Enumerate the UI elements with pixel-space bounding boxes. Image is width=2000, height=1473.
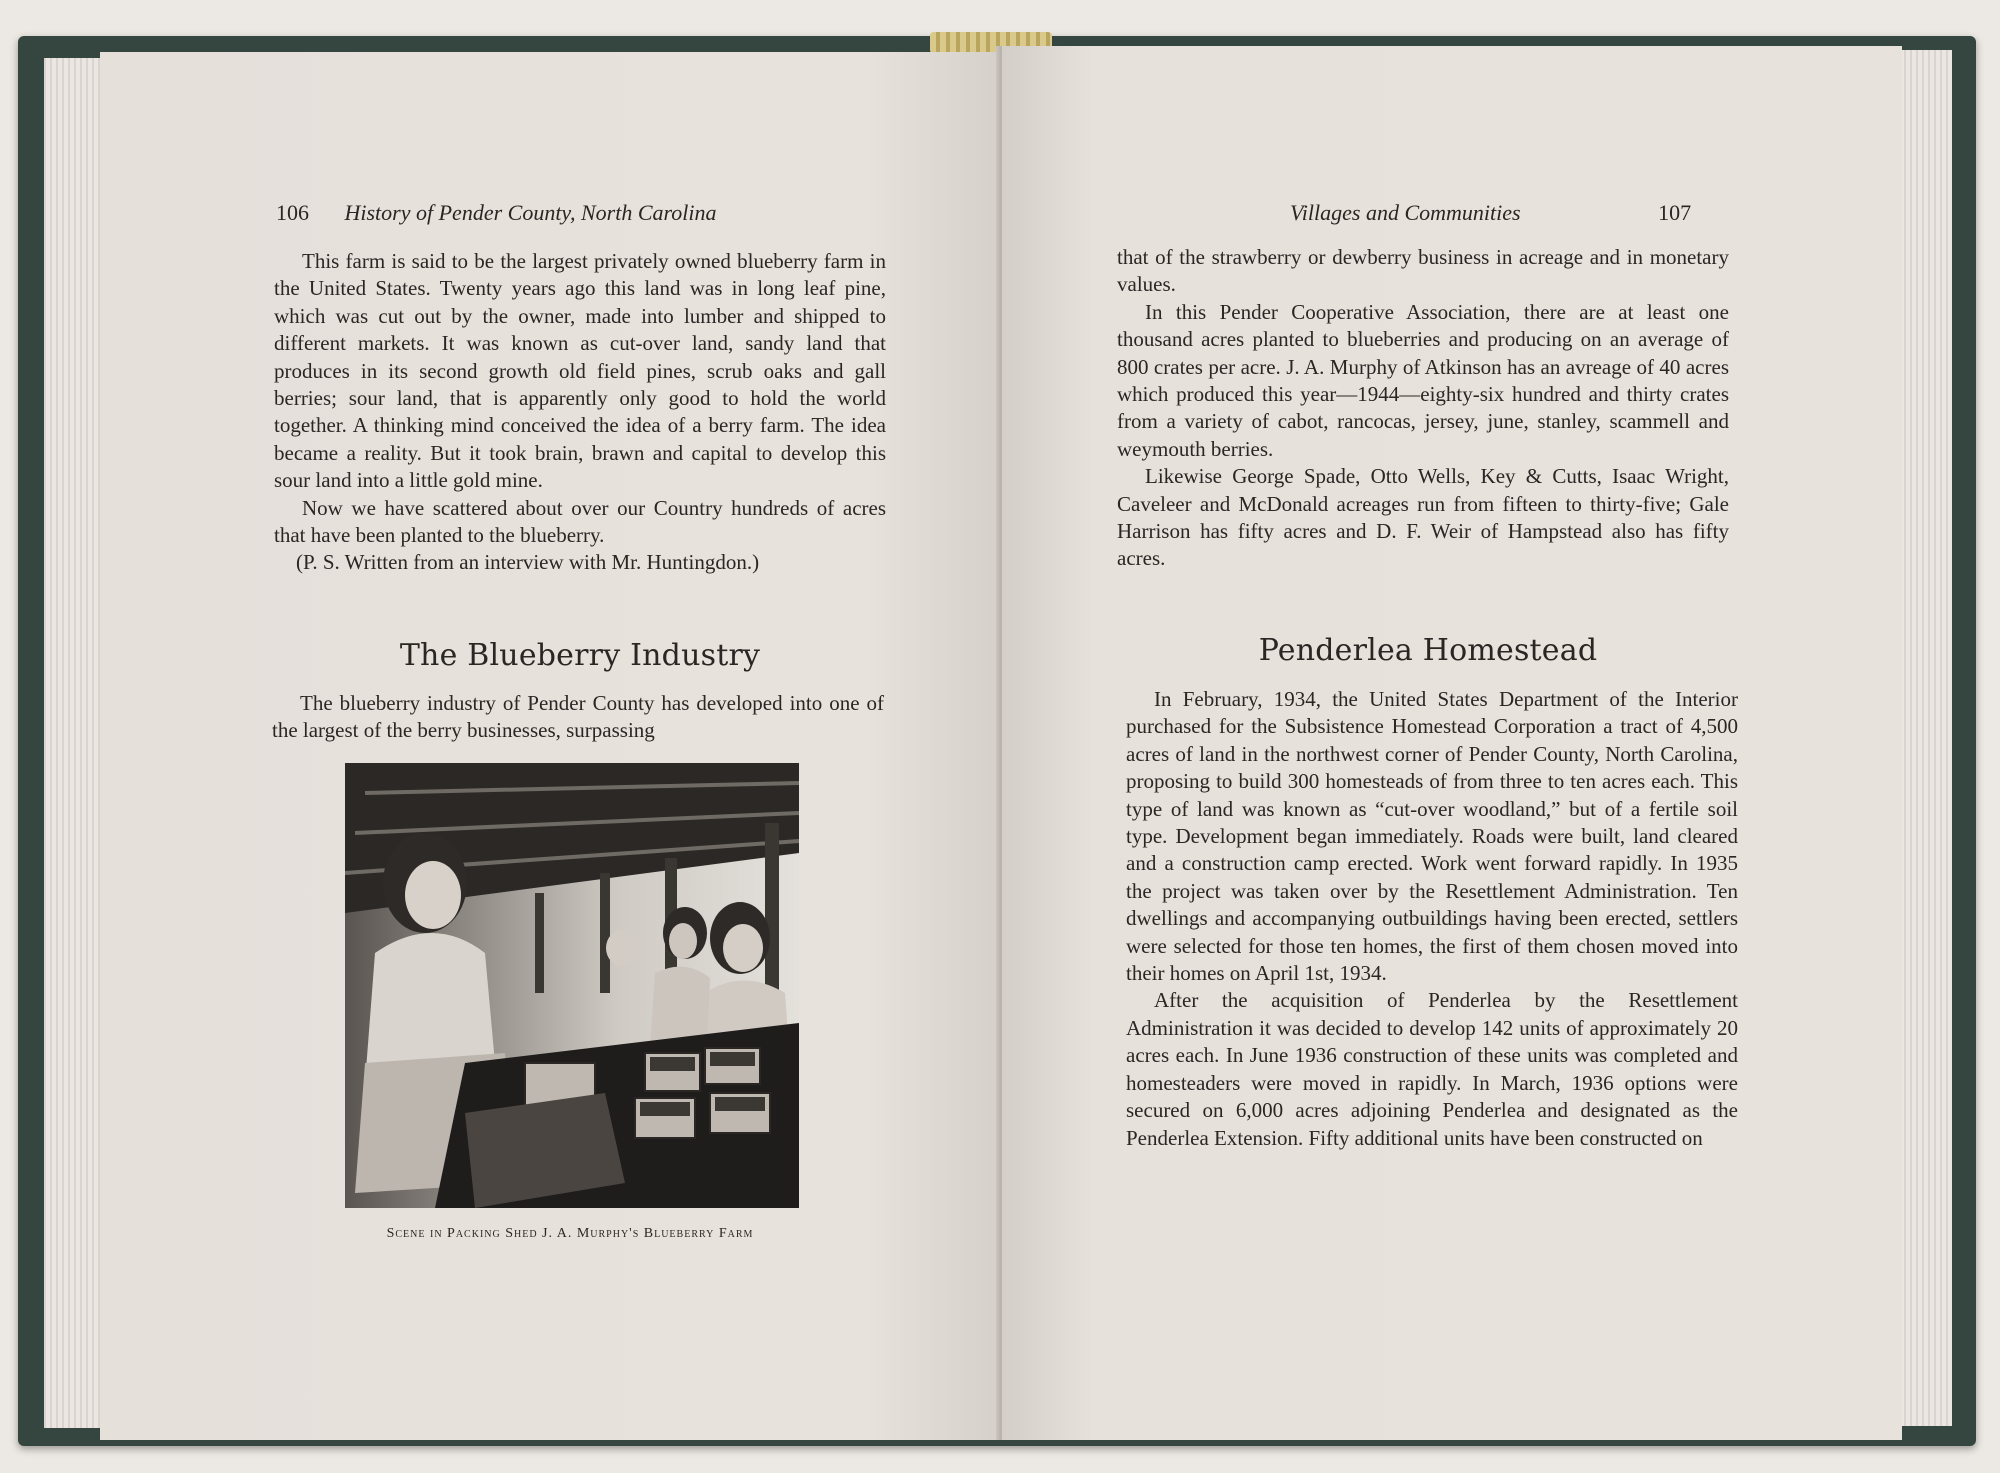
right-page-number: 107 (1658, 200, 1692, 225)
left-intro-text (274, 248, 886, 577)
left-paragraph: This farm is said to be the largest privately owned blueberry farm in the United States. Twenty years ago this land was in long leaf pine, which was cut out by the owner, made into lumber and shipped to different markets. It was known as cut-over land, sandy land that produces in its second growth old field pines, scrub oaks and gall berries; sour land, that is apparently only good to hold the world together. A thinking mind conceived the idea of a berry farm. The idea became a reality. But it took brain, brawn and capital to develop this sour land into a little gold mine. (274, 249, 886, 493)
left-paragraph: (P. S. Written from an interview with Mr. Huntingdon.) (296, 550, 760, 575)
section-heading-penderlea-homestead: Penderlea Homestead (1258, 633, 1598, 668)
right-paragraph: that of the strawberry or dewberry business in acreage and in monetary values. (1117, 245, 1729, 297)
left-running-title: History of Pender County, North Carolina (344, 200, 717, 225)
right-intro-text (1117, 244, 1729, 573)
photo-caption: Scene in Packing Shed J. A. Murphy's Blueberry Farm (386, 1226, 754, 1241)
left-running-head (276, 200, 716, 226)
right-running-head (1290, 200, 1691, 226)
right-paragraph: Likewise George Spade, Otto Wells, Key & Cutts, Isaac Wright, Caveleer and McDonald acreages run from fifteen to thirty-five; Gale Harrison has fifty acres and D. F. Weir of Hampstead also has fifty acres. (1117, 464, 1729, 571)
left-paragraph: Now we have scattered about over our Country hundreds of acres that have been planted to the blueberry. (274, 495, 886, 548)
packing-shed-photo (345, 763, 799, 1208)
left-paragraph: The blueberry industry of Pender County has developed into one of the largest of the berry businesses, surpassing (272, 691, 884, 743)
right-paragraph: After the acquisition of Penderlea by the Resettlement Administration it was decided to develop 142 units of approximately 20 acres each. In June 1936 construction of these units was completed and homesteaders were moved in rapidly. In March, 1936 options were secured on 6,000 acres adjoining Penderlea and designated as the Penderlea Extension. Fifty additional units have been constructed on (1126, 988, 1738, 1150)
right-paragraph: In February, 1934, the United States Department of the Interior purchased for the Subsistence Homestead Corporation a tract of 4,500 acres of land in the northwest corner of Pender County, North Carolina, proposing to build 300 homesteads of from three to ten acres each. This type of land was known as “cut-over woodland,” but of a fertile soil type. Development began immediately. Roads were built, land cleared and a construction camp erected. Work went forward rapidly. In 1935 the project was taken over by the Resettlement Administration. Ten dwellings and accompanying outbuildings having been erected, settlers were selected for those ten homes, the first of them chosen moved into their homes on April 1st, 1934. (1126, 687, 1738, 986)
left-section-text (272, 690, 884, 745)
section-heading-blueberry-industry: The Blueberry Industry (399, 638, 761, 673)
right-paragraph: In this Pender Cooperative Association, there are at least one thousand acres planted to blueberries and producing on an average of 800 crates per acre. J. A. Murphy of Atkinson has an avreage of 40 acres which produced this year—1944—eighty-six hundred and thirty crates from a variety of cabot, rancocas, jersey, june, stanley, scammell and weymouth berries. (1117, 299, 1729, 461)
left-page-number: 106 (276, 200, 309, 225)
packing-shed-photo-image (345, 763, 799, 1208)
right-running-title: Villages and Communities (1290, 200, 1521, 225)
right-section-text (1126, 686, 1738, 1152)
page-stack-right (1900, 50, 1952, 1426)
